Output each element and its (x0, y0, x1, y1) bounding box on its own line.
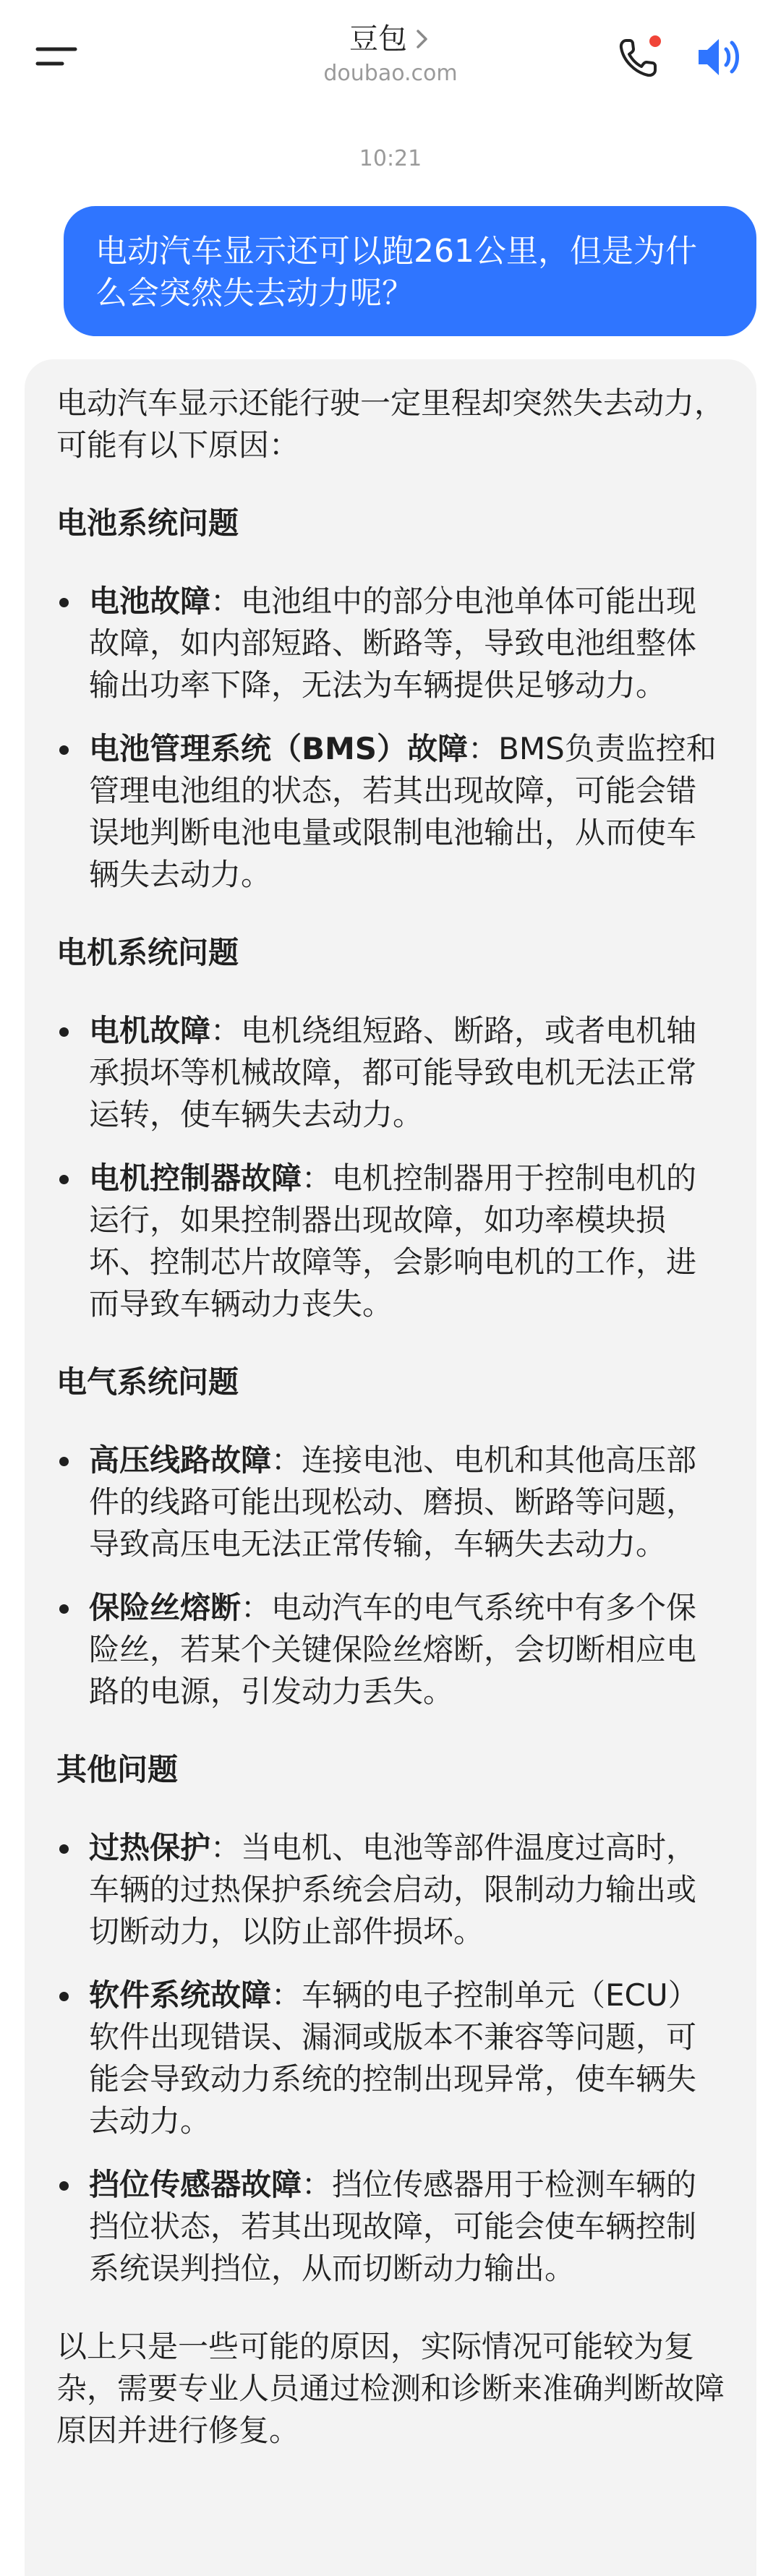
bullet-term: 挡位传感器故障 (89, 2167, 302, 2202)
list-item (56, 581, 725, 706)
section-heading-battery: 电池系统问题 (56, 505, 239, 541)
app-title: 豆包 (349, 22, 407, 56)
bullet-term: 过热保护 (89, 1830, 211, 1865)
bullet-term: 保险丝熔断 (89, 1590, 242, 1625)
bullet-term: 软件系统故障 (89, 1977, 272, 2013)
bullet-term: 高压线路故障 (89, 1442, 272, 1478)
user-message-text: 电动汽车显示还可以跑261公里，但是为什么会突然失去动力呢？ (95, 233, 697, 312)
bullet-list-battery (56, 581, 725, 896)
app-domain: doubao.com (323, 61, 458, 86)
bullet-text: ：电池组中的部分电池单体可能出现故障，如内部短路、断路等，导致电池组整体输出功率下降，无法为车辆提供足够动力。 (89, 583, 697, 703)
bullet-list-electrical (56, 1439, 725, 1713)
bullet-text: ：车辆的电子控制单元（ECU）软件出现错误、漏洞或版本不兼容等问题，可能会导致动力系统的控制出现异常，使车辆失去动力。 (89, 1977, 699, 2139)
list-item (56, 1827, 725, 1953)
chat-title-block[interactable] (246, 20, 535, 88)
bullet-text: ：电机控制器用于控制电机的运行，如果控制器出现故障，如功率模块损坏、控制芯片故障等，会影响电机的工作，进而导致车辆动力丧失。 (89, 1160, 697, 1322)
speaker-icon[interactable] (694, 32, 749, 82)
bullet-dot (59, 745, 69, 755)
assistant-answer-card (25, 359, 756, 2576)
bullet-dot (59, 1992, 69, 2001)
bullet-dot (59, 1457, 69, 1466)
list-item (56, 1587, 725, 1713)
list-item (56, 1158, 725, 1325)
bullet-text: ：电动汽车的电气系统中有多个保险丝，若某个关键保险丝熔断，会切断相应电路的电源，引发动力丢失。 (89, 1590, 697, 1709)
user-message-bubble[interactable] (64, 206, 756, 336)
list-item (56, 1010, 725, 1136)
bullet-text: ：当电机、电池等部件温度过高时，车辆的过热保护系统会启动，限制动力输出或切断动力，以防止部件损坏。 (89, 1830, 697, 1949)
bullet-list-motor (56, 1010, 725, 1325)
list-item (56, 2164, 725, 2290)
bullet-dot (59, 1175, 69, 1184)
list-item (56, 1439, 725, 1565)
bullet-term: 电池故障 (89, 583, 211, 619)
bullet-text: ：BMS负责监控和管理电池组的状态，若其出现故障，可能会错误地判断电池电量或限制电池输出，从而使车辆失去动力。 (89, 731, 717, 892)
section-heading-motor: 电机系统问题 (56, 935, 239, 970)
list-item (56, 1974, 725, 2142)
bullet-dot (59, 598, 69, 607)
top-bar (0, 0, 781, 108)
bullet-text: ：挡位传感器用于检测车辆的挡位状态，若其出现故障，可能会使车辆控制系统误判挡位，从而切断动力输出。 (89, 2167, 697, 2286)
chevron-right-icon (413, 28, 432, 50)
answer-intro: 电动汽车显示还能行驶一定里程却突然失去动力，可能有以下原因： (56, 385, 725, 463)
phone-icon[interactable] (615, 32, 665, 82)
bullet-dot (59, 1027, 69, 1037)
list-item (56, 728, 725, 896)
bullet-dot (59, 1844, 69, 1854)
bullet-dot (59, 1604, 69, 1614)
section-heading-other: 其他问题 (56, 1752, 179, 1787)
menu-icon[interactable] (35, 43, 78, 69)
bullet-text: ：电机绕组短路、断路，或者电机轴承损坏等机械故障，都可能导致电机无法正常运转，使车辆失去动力。 (89, 1013, 697, 1132)
bullet-dot (59, 2181, 69, 2191)
bullet-term: 电池管理系统（BMS）故障 (89, 731, 469, 766)
bullet-list-other (56, 1827, 725, 2290)
bullet-term: 电机控制器故障 (89, 1160, 302, 1196)
bullet-term: 电机故障 (89, 1013, 211, 1048)
answer-conclusion: 以上只是一些可能的原因，实际情况可能较为复杂，需要专业人员通过检测和诊断来准确判断故障原因并进行修复。 (56, 2329, 725, 2448)
message-timestamp: 10:21 (359, 146, 422, 171)
bullet-text: ：连接电池、电机和其他高压部件的线路可能出现松动、磨损、断路等问题，导致高压电无法正常传输，车辆失去动力。 (89, 1442, 697, 1562)
section-heading-electrical: 电气系统问题 (56, 1364, 239, 1400)
